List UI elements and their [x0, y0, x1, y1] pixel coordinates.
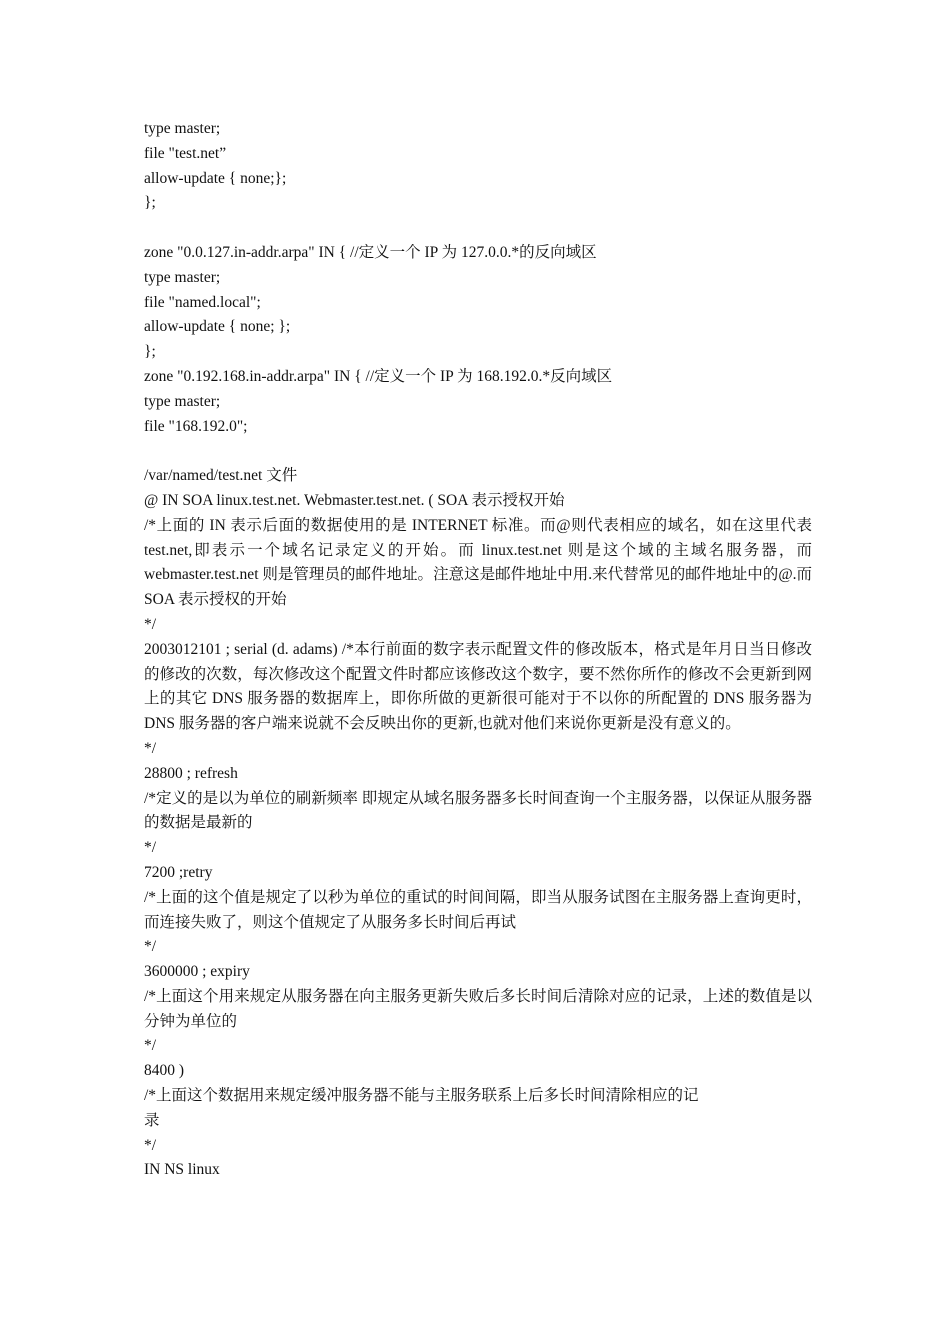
text-line: };	[144, 343, 156, 361]
text-line: */	[144, 938, 157, 956]
text-line: */	[144, 615, 157, 633]
text-line: /var/named/test.net 文件	[144, 467, 298, 485]
text-line: @ IN SOA linux.test.net. Webmaster.test.net. ( SOA 表示授权开始	[144, 491, 565, 509]
text-line: zone "0.0.127.in-addr.arpa" IN { //定义一个 IP 为 127.0.0.*的反向域区	[144, 243, 597, 261]
text-line: allow-update { none;};	[144, 169, 287, 187]
text-line: 7200 ;retry	[144, 863, 213, 881]
text-line: zone "0.192.168.in-addr.arpa" IN { //定义一个 IP 为 168.192.0.*反向域区	[144, 367, 613, 385]
text-line: IN NS linux	[144, 1161, 220, 1179]
text-line: */	[144, 1037, 157, 1055]
text-line: 3600000 ; expiry	[144, 963, 250, 981]
text-paragraph: /*上面的 IN 表示后面的数据使用的是 INTERNET 标准。而@则代表相应的域名，如在这里代表 test.net,即表示一个域名记录定义的开始。而 linux.test.net 则是这个域的主域名服务器，而 webmaster.test.net 则是管理员的邮件地址。注意这是邮件地址中用.来代替常见的邮件地址中的@.而 SOA 表示授权的开始	[144, 516, 812, 609]
text-line: allow-update { none; };	[144, 318, 291, 336]
text-line: /*上面这个数据用来规定缓冲服务器不能与主服务联系上后多长时间清除相应的记	[144, 1087, 699, 1105]
text-line: type master;	[144, 120, 221, 137]
text-line: */	[144, 739, 157, 757]
text-line: file "test.net”	[144, 144, 227, 162]
text-line: 28800 ; refresh	[144, 764, 238, 782]
text-line: 8400 )	[144, 1062, 185, 1080]
text-line: type master;	[144, 268, 221, 286]
text-paragraph: /*上面的这个值是规定了以秒为单位的重试的时间间隔，即当从服务试图在主服务器上查询更时，而连接失败了，则这个值规定了从服务多长时间后再试	[144, 888, 812, 931]
text-line: type master;	[144, 392, 221, 410]
text-line: file "168.192.0";	[144, 417, 248, 435]
text-line: file "named.local";	[144, 293, 261, 311]
text-line: */	[144, 1136, 157, 1154]
text-line: */	[144, 839, 157, 857]
blank-line	[144, 216, 812, 241]
text-line: };	[144, 194, 156, 212]
text-paragraph: /*上面这个用来规定从服务器在向主服务更新失败后多长时间后清除对应的记录，上述的数值是以分钟为单位的	[144, 987, 812, 1030]
text-line: 录	[144, 1111, 160, 1129]
text-paragraph: 2003012101 ; serial (d. adams) /*本行前面的数字表示配置文件的修改版本，格式是年月日当日修改的修改的次数，每次修改这个配置文件时都应该修改这个数字，要不然你所作的修改不会更新到网上的其它 DNS 服务器的数据库上，即你所做的更新很可能对于不以你的所配置的 DNS 服务器为 DNS 服务器的客户端来说就不会反映出你的更新,也就对他们来说你更新是没有意义的。	[144, 640, 812, 733]
document-body	[144, 117, 812, 1183]
text-paragraph: /*定义的是以为单位的刷新频率 即规定从域名服务器多长时间查询一个主服务器，以保证从服务器的数据是最新的	[144, 789, 812, 832]
blank-line	[144, 439, 812, 464]
